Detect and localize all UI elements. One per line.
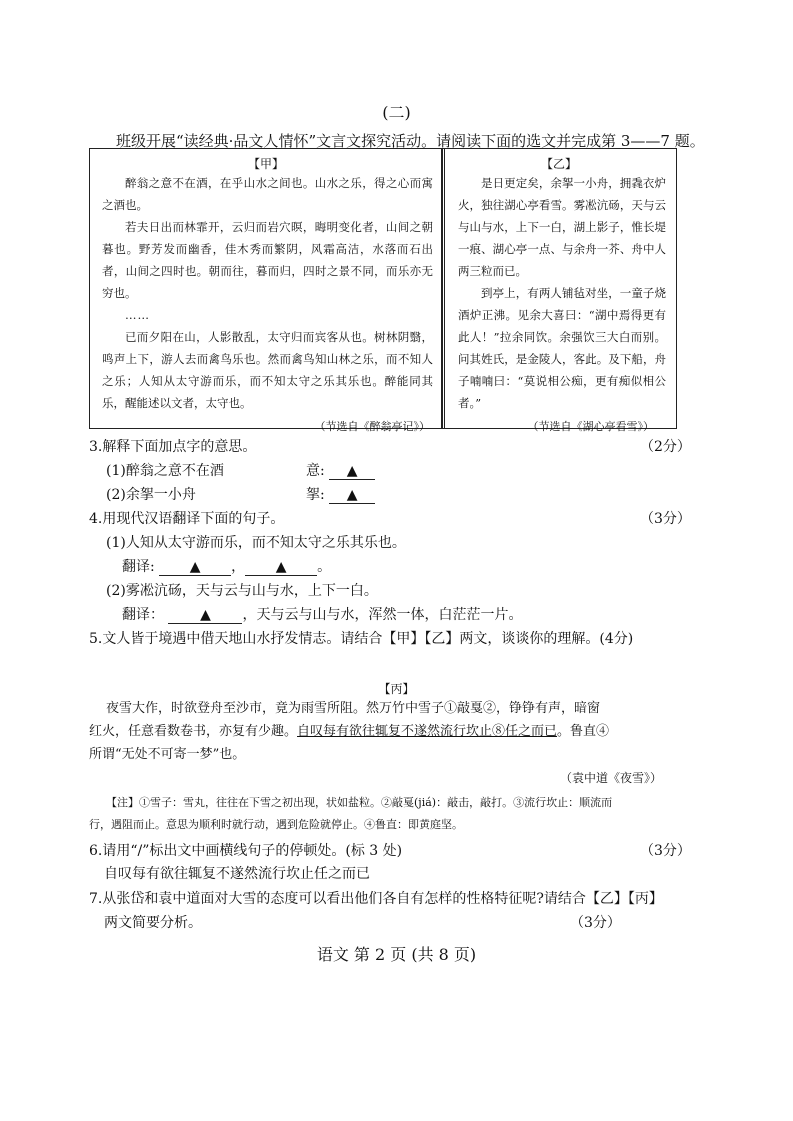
q4-t2-blank[interactable]: ▲ — [168, 607, 242, 624]
q4-stem: 4.用现代汉语翻译下面的句子。 — [89, 511, 285, 527]
passage-jia-source: （节选自《醉翁亭记》） — [314, 420, 430, 433]
q7-stem-line-1: 7.从张岱和袁中道面对大雪的态度可以看出他们各自有怎样的性格特征呢?请结合【乙】【丙】 — [89, 891, 663, 907]
q6-score: （3分） — [640, 843, 691, 859]
passage-bing-underlined-sentence: 自叹每有欲往辄复不遂然流行坎止⑧任之而已 — [297, 724, 558, 739]
passage-bing-note-1: 【注】①雪子：雪丸，往往在下雪之初出现，状如盐粒。②敲戛(jiá)：敲击，敲打。③流行坎止：顺流而 — [106, 796, 613, 809]
q4-sentence-2: (2)雾凇沆砀，天与云与山与水，上下一白。 — [106, 583, 378, 599]
q7-score: （3分） — [570, 915, 621, 931]
passage-bing-line-2-post: 。鲁直④ — [557, 724, 610, 739]
passage-bing-line-2-pre: 红火，任意看数卷书，亦复有少趣。 — [89, 724, 298, 739]
q6-stem: 6.请用“/”标出文中画横线句子的停顿处。(标 3 处) — [89, 843, 403, 859]
passage-jia-p2: 若夫日出而林霏开，云归而岩穴暝，晦明变化者，山间之朝暮也。野芳发而幽香，佳木秀而繁阴，风霜高洁，水落而石出者，山间之四时也。朝而往，暮而归，四时之景不同，而乐亦无穷也。 — [102, 220, 433, 300]
q3-item-2-blank[interactable]: ▲ — [329, 487, 375, 504]
passage-bing-line-3: 所谓“无处不可寄一梦”也。 — [89, 747, 246, 762]
passage-bing-title: 【丙】 — [378, 682, 415, 696]
passage-jia-p1: 醉翁之意不在酒，在乎山水之间也。山水之乐，得之心而寓之酒也。 — [102, 176, 433, 212]
q3-score: （2分） — [640, 439, 691, 455]
q4-t2-label: 翻译： — [122, 607, 164, 623]
passage-bing-note-2: 行，遇阻而止。意思为顺利时就行动，遇到危险就停止。④鲁直：即黄庭坚。 — [89, 818, 463, 831]
q3-item-1-answer — [306, 460, 375, 480]
q4-t2-rest: ，天与云与山与水，浑然一体，白茫茫一片。 — [242, 607, 523, 623]
passage-jia-box — [89, 148, 443, 433]
passage-jia-title: 【甲】 — [247, 157, 284, 171]
q3-item-1-blank[interactable]: ▲ — [329, 463, 375, 480]
q5-stem: 5.文人皆于境遇中借天地山水抒发情志。请结合【甲】【乙】两文，谈谈你的理解。(4分) — [89, 631, 634, 647]
q4-t1-blank-b[interactable]: ▲ — [245, 559, 317, 576]
page-footer: 语文 第 2 页 (共 8 页) — [316, 945, 477, 964]
passage-yi-source: （节选自《湖心亭看雪》） — [527, 420, 654, 433]
q4-score: （3分） — [640, 511, 691, 527]
q3-item-2: (2)余挐一小舟 — [106, 487, 196, 503]
q6-sentence[interactable]: 自叹每有欲往辄复不遂然流行坎止任之而已 — [104, 866, 370, 882]
passage-bing-line-1: 夜雪大作，时欲登舟至沙市，竟为雨雪所阻。然万竹中雪子①敲戛②，铮铮有声，暗窗 — [106, 701, 601, 716]
q4-translation-1 — [122, 556, 331, 576]
passage-jia-p3: 已而夕阳在山，人影散乱，太守归而宾客从也。树林阴翳，鸣声上下，游人去而禽鸟乐也。然而禽鸟知山林之乐，而不知人之乐；人知从太守游而乐，而不知太守之乐其乐也。醉能同其乐，醒能述以文者，太守也。 — [102, 330, 433, 410]
q4-t1-end: 。 — [317, 559, 332, 575]
q7-stem-line-2: 两文简要分析。 — [104, 915, 202, 931]
passage-yi-body — [442, 172, 676, 414]
passage-jia-ellipsis: …… — [125, 308, 150, 322]
passage-yi-p1: 是日更定矣，余挐一小舟，拥毳衣炉火，独往湖心亭看雪。雾凇沆砀，天与云与山与水，上下一白，湖上影子，惟长堤一痕、湖心亭一点、与余舟一芥、舟中人两三粒而已。 — [458, 176, 666, 278]
passage-yi-p2: 到亭上，有两人铺毡对坐，一童子烧酒炉正沸。见余大喜曰：“湖中焉得更有此人！”拉余同饮。余强饮三大白而别。问其姓氏，是金陵人，客此。及下船，舟子喃喃曰：“莫说相公痴，更有痴似相公者。” — [458, 286, 666, 410]
section-title: (二) — [382, 103, 411, 122]
q4-t1-sep: ， — [231, 559, 246, 575]
passage-jia-body — [90, 172, 442, 414]
passage-bing-line-2 — [89, 720, 609, 743]
q4-translation-2 — [122, 604, 522, 624]
passage-yi-box — [441, 148, 677, 433]
q3-item-2-answer — [306, 484, 375, 504]
q3-item-2-label: 挐: — [306, 487, 325, 503]
q4-t1-blank-a[interactable]: ▲ — [159, 559, 231, 576]
q4-sentence-1: (1)人知从太守游而乐，而不知太守之乐其乐也。 — [106, 535, 406, 551]
q3-stem: 3.解释下面加点字的意思。 — [89, 439, 257, 455]
q4-t1-label: 翻译: — [122, 559, 155, 575]
passage-yi-title: 【乙】 — [540, 157, 577, 171]
q3-item-1-label: 意: — [306, 463, 325, 479]
q3-item-1: (1)醉翁之意不在酒 — [106, 463, 224, 479]
passage-bing-source: （袁中道《夜雪》） — [560, 771, 663, 785]
panel-divider — [444, 149, 445, 428]
intro-text: 班级开展“读经典·品文人情怀”文言文探究活动。请阅读下面的选文并完成第 3——7 题。 — [116, 132, 705, 150]
